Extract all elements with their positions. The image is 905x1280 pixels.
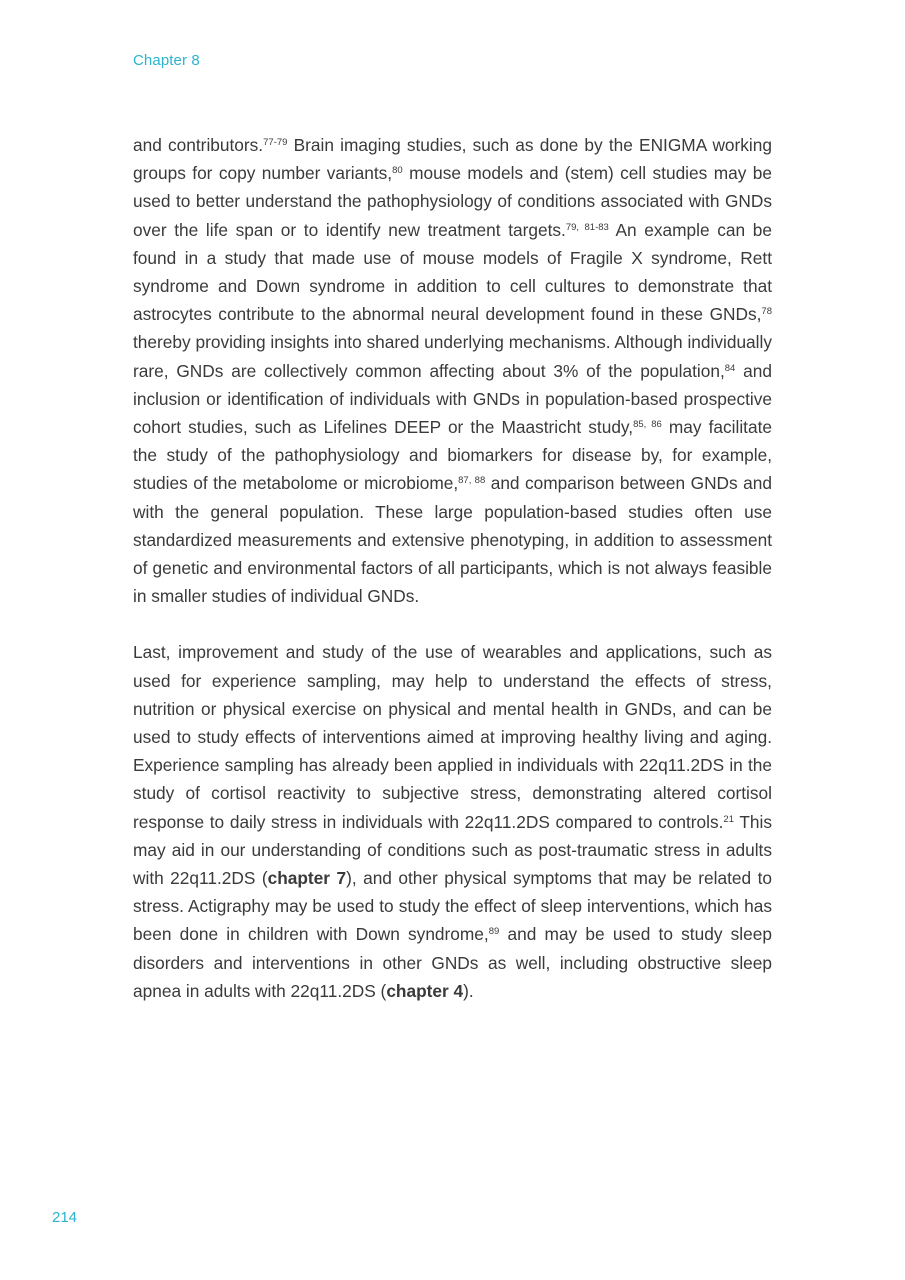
chapter-reference: chapter 7 bbox=[267, 868, 347, 889]
text-run: Last, improvement and study of the use of wearables and applications, such as used for experience sampling, may help to understand the effects of stress, nutrition or physical exercise on physical and mental health in GNDs, and can be used to study effects of interventions aimed at improving healthy living and aging. Experience sampling has already been applied in individuals with 22q11.2DS in the study of cortisol reactivity to subjective stress, demonstrating altered cortisol response to daily stress in individuals with 22q11.2DS compared to controls. bbox=[133, 642, 772, 832]
text-run: and may be used to study sleep disorders and interventions in other GNDs as well, including obstructive sleep apnea in adults with 22q11.2DS ( bbox=[133, 924, 772, 1001]
citation-reference: 80 bbox=[392, 165, 403, 177]
citation-reference: 87, 88 bbox=[458, 475, 486, 487]
text-run: ). bbox=[463, 980, 474, 1001]
citation-reference: 85, 86 bbox=[633, 419, 662, 431]
citation-reference: 77-79 bbox=[263, 137, 288, 148]
text-run: and contributors. bbox=[133, 135, 264, 155]
text-run: and inclusion or identification of individuals with GNDs in population-based prospective cohort studies, such as Lifelines DEEP or the Maastricht study, bbox=[133, 360, 772, 438]
running-header-chapter: Chapter 8 bbox=[133, 52, 200, 69]
citation-reference: 89 bbox=[488, 926, 500, 938]
paragraph-2 bbox=[133, 638, 772, 1005]
citation-reference: 79, 81-83 bbox=[565, 221, 609, 233]
text-run: and comparison between GNDs and with the general population. These large population-based studies often use standardized measurements and extensive phenotyping, in addition to assessment of genetic and environmental factors of all participants, which is not always feasible in smaller studies of individual GNDs. bbox=[133, 473, 772, 607]
text-run: Brain imaging studies, such as done by the ENIGMA working groups for copy number variants, bbox=[133, 135, 772, 184]
chapter-reference: chapter 4 bbox=[386, 980, 464, 1001]
text-run: An example can be found in a study that made use of mouse models of Fragile X syndrome, Rett syndrome and Down syndrome in addition to cell cultures to demonstrate that astrocytes contribute to the abnormal neural development found in these GNDs, bbox=[133, 219, 772, 325]
page-number: 214 bbox=[52, 1209, 78, 1226]
citation-reference: 78 bbox=[761, 306, 772, 318]
body-text bbox=[133, 131, 772, 1005]
text-run: may facilitate the study of the pathophysiology and biomarkers for disease by, for example, studies of the metabolome or microbiome, bbox=[133, 417, 772, 494]
text-run: thereby providing insights into shared underlying mechanisms. Although individually rare, GNDs are collectively common affecting about 3% of the population, bbox=[133, 332, 772, 381]
text-run: ), and other physical symptoms that may be related to stress. Actigraphy may be used to study the effect of sleep interventions, which has been done in children with Down syndrome, bbox=[133, 868, 773, 945]
citation-reference: 21 bbox=[723, 813, 734, 825]
citation-reference: 84 bbox=[724, 362, 736, 374]
paragraph-1 bbox=[133, 131, 772, 610]
text-run: This may aid in our understanding of conditions such as post-traumatic stress in adults with 22q11.2DS ( bbox=[133, 811, 772, 889]
text-run: mouse models and (stem) cell studies may be used to better understand the pathophysiology of conditions associated with GNDs over the life span or to identify new treatment targets. bbox=[133, 163, 772, 240]
